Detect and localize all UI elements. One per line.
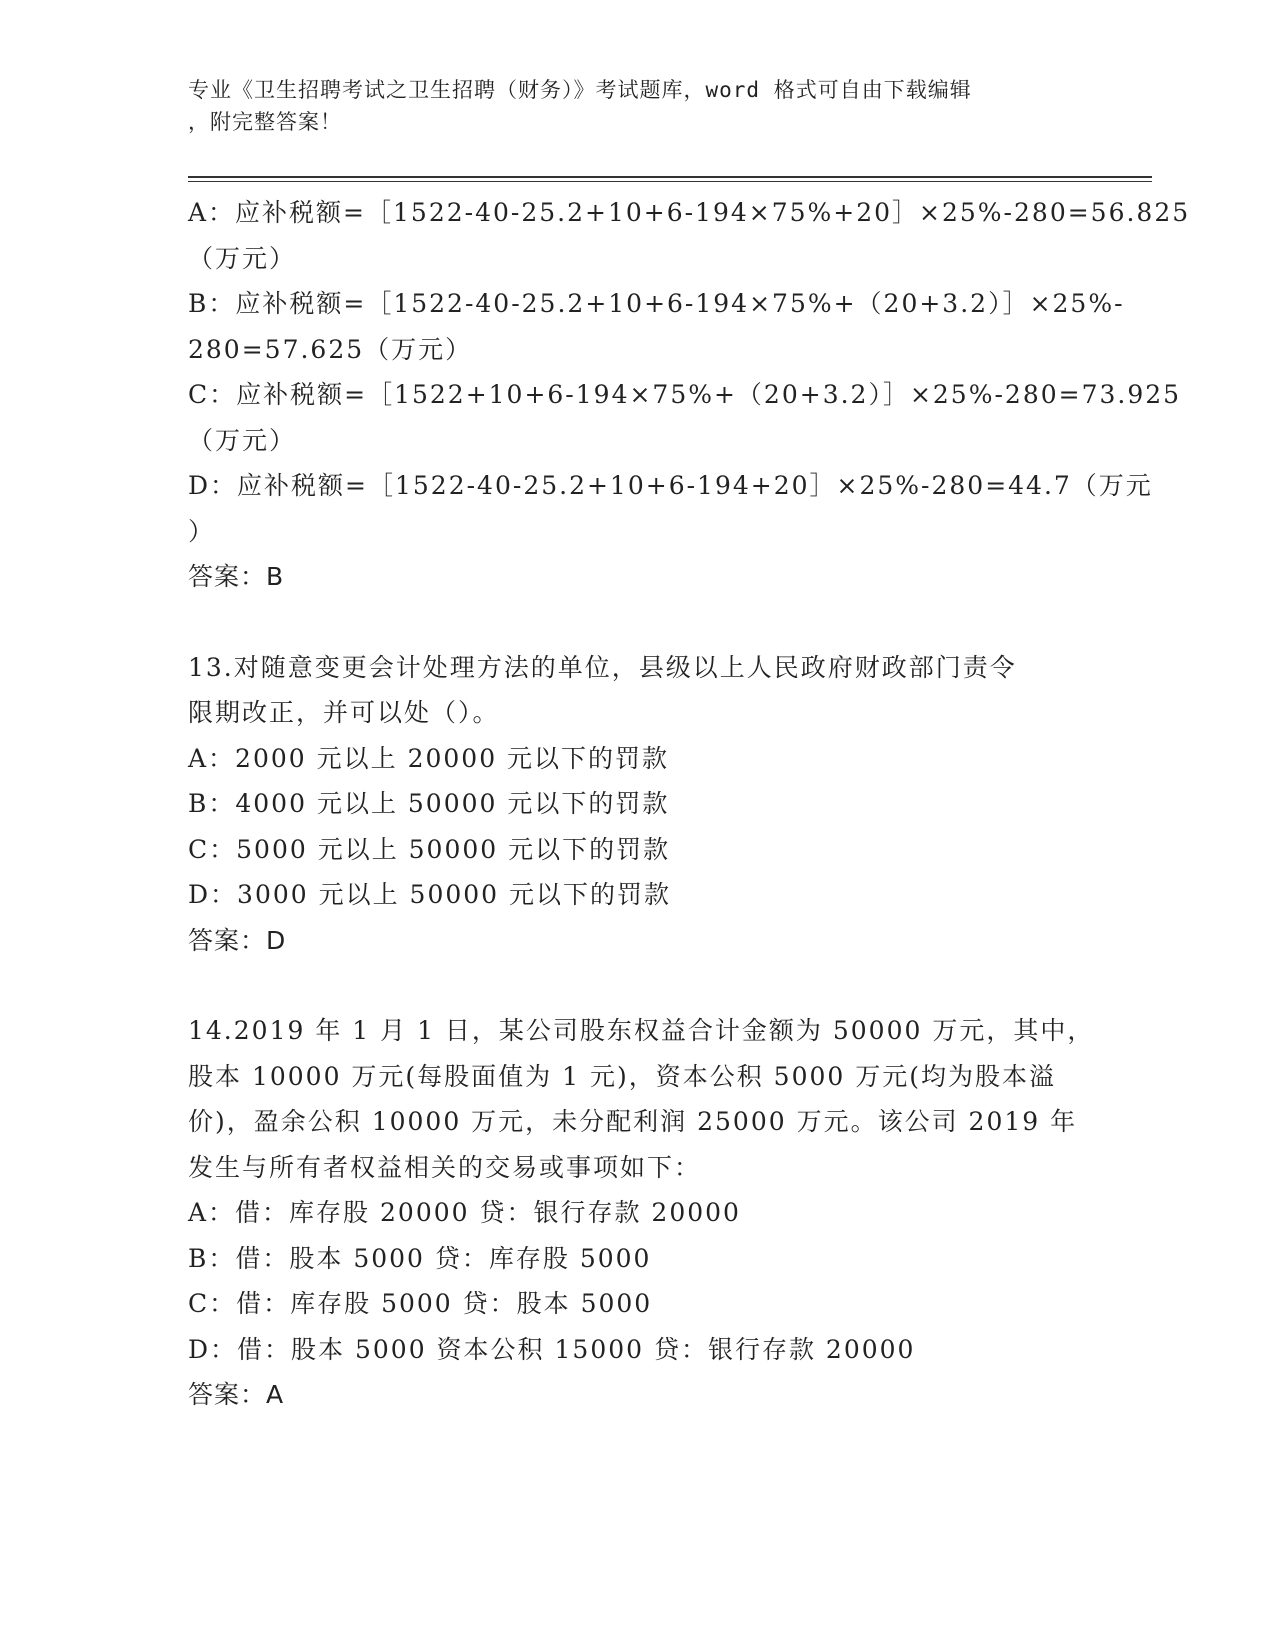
question-text-line: 股本 10000 万元(每股面值为 1 元)，资本公积 5000 万元(均为股本溢 [188,1061,1057,1091]
option-line: D：借：股本 5000 资本公积 15000 贷：银行存款 20000 [188,1334,916,1364]
option-line: A：应补税额=［1522-40-25.2+10+6-194×75%+20］×25%-280=56.825 [188,198,1191,227]
question-text-line: 13.对随意变更会计处理方法的单位，县级以上人民政府财政部门责令 [188,652,1017,682]
option-line: （万元） [188,243,297,273]
option-line: C：5000 元以上 50000 元以下的罚款 [188,834,671,864]
header-line-2: ，附完整答案！ [188,110,342,134]
header-line-1: 专业《卫生招聘考试之卫生招聘（财务）》考试题库，word 格式可自由下载编辑 [188,78,972,102]
question-text-line: 14.2019 年 1 月 1 日，某公司股东权益合计金额为 50000 万元，其中， [188,1016,1095,1045]
answer-line: 答案：A [188,1380,285,1409]
option-line: A：借：库存股 20000 贷：银行存款 20000 [188,1198,741,1227]
option-line: C：借：库存股 5000 贷：股本 5000 [188,1289,653,1318]
question-text-line: 限期改正，并可以处（）。 [188,698,500,727]
document-header [188,74,1068,138]
option-line: D：3000 元以上 50000 元以下的罚款 [188,880,672,909]
question-spacer [188,963,1088,1008]
option-line: B：借：股本 5000 贷：库存股 5000 [188,1243,652,1273]
header-divider-thin [188,181,1152,182]
question-text-line: 发生与所有者权益相关的交易或事项如下： [188,1152,702,1182]
header-divider-thick [188,176,1152,178]
option-line: （万元） [188,425,297,455]
option-line: B：应补税额=［1522-40-25.2+10+6-194×75%+（20+3.2）］×25%- [188,289,1125,318]
question-content [188,190,1191,1418]
question-spacer [188,600,1088,645]
option-line: A：2000 元以上 20000 元以下的罚款 [188,743,670,773]
option-line: 280=57.625（万元） [188,334,473,364]
answer-line: 答案：D [188,925,287,955]
question-text-line: 价)，盈余公积 10000 万元，未分配利润 25000 万元。该公司 2019 年 [188,1107,1078,1136]
question-14 [188,1008,1095,1418]
option-line: C：应补税额=［1522+10+6-194×75%+（20+3.2）］×25%-280=73.925 [188,380,1182,409]
option-line: B：4000 元以上 50000 元以下的罚款 [188,789,670,818]
answer-line: 答案：B [188,562,285,591]
question-13 [188,645,1088,964]
option-line: ） [188,516,216,546]
option-line: D：应补税额=［1522-40-25.2+10+6-194+20］×25%-280=44.7（万元 [188,471,1153,500]
question-12-options [188,190,1191,600]
